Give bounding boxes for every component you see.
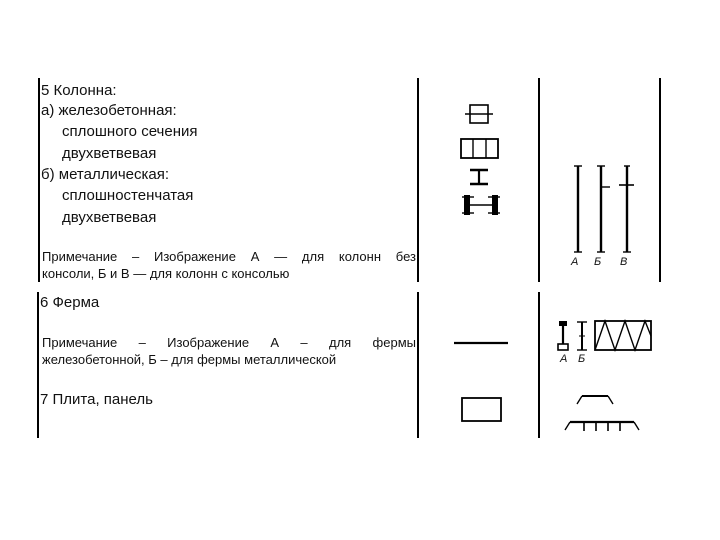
row5-title: 5 Колонна: (41, 82, 117, 99)
rc-solid-column-symbol (465, 103, 495, 125)
table-col-divider-2-upper (538, 78, 540, 282)
row5-a-item1: сплошного сечения (62, 123, 198, 140)
table-left-border-upper (38, 78, 40, 282)
table-col-divider-1-lower (417, 292, 419, 438)
row5-b-item1: сплошностенчатая (62, 187, 194, 204)
row7-title: 7 Плита, панель (40, 391, 153, 408)
ribbed-panel-symbol (562, 390, 642, 436)
row5-a-item2: двухветвевая (62, 145, 157, 162)
row5-a-heading: а) железобетонная: (41, 102, 177, 119)
truss-line-symbol (453, 340, 509, 346)
row6-note-line1: Примечание – Изображение А – для фермы (42, 335, 416, 350)
row6-label-b: Б (578, 353, 586, 365)
row5-note-line2: консоли, Б и В — для колонн с консолью (42, 266, 290, 280)
row5-label-v: В (620, 256, 628, 268)
row5-b-heading: б) металлическая: (41, 166, 170, 183)
steel-double-branch-column-symbol (462, 194, 502, 218)
table-right-border-upper (659, 78, 661, 282)
table-col-divider-2-lower (538, 292, 540, 438)
row6-note-line2: железобетонной, Б – для фермы металлической (42, 352, 337, 367)
row5-label-b: Б (594, 256, 602, 268)
row5-label-a: А (571, 256, 579, 268)
table-left-border-lower (37, 292, 39, 438)
truss-sections-symbol (555, 318, 655, 354)
slab-rectangle-symbol (460, 396, 504, 424)
row6-label-a: А (560, 353, 568, 365)
row5-b-item2: двухветвевая (62, 209, 157, 226)
steel-i-column-symbol (469, 168, 489, 186)
column-elevations-symbol (566, 160, 638, 256)
row5-note-line1: Примечание – Изображение А — для колонн без (42, 249, 416, 264)
row6-title: 6 Ферма (40, 294, 100, 311)
rc-double-branch-column-symbol (459, 137, 501, 161)
table-col-divider-1-upper (417, 78, 419, 282)
